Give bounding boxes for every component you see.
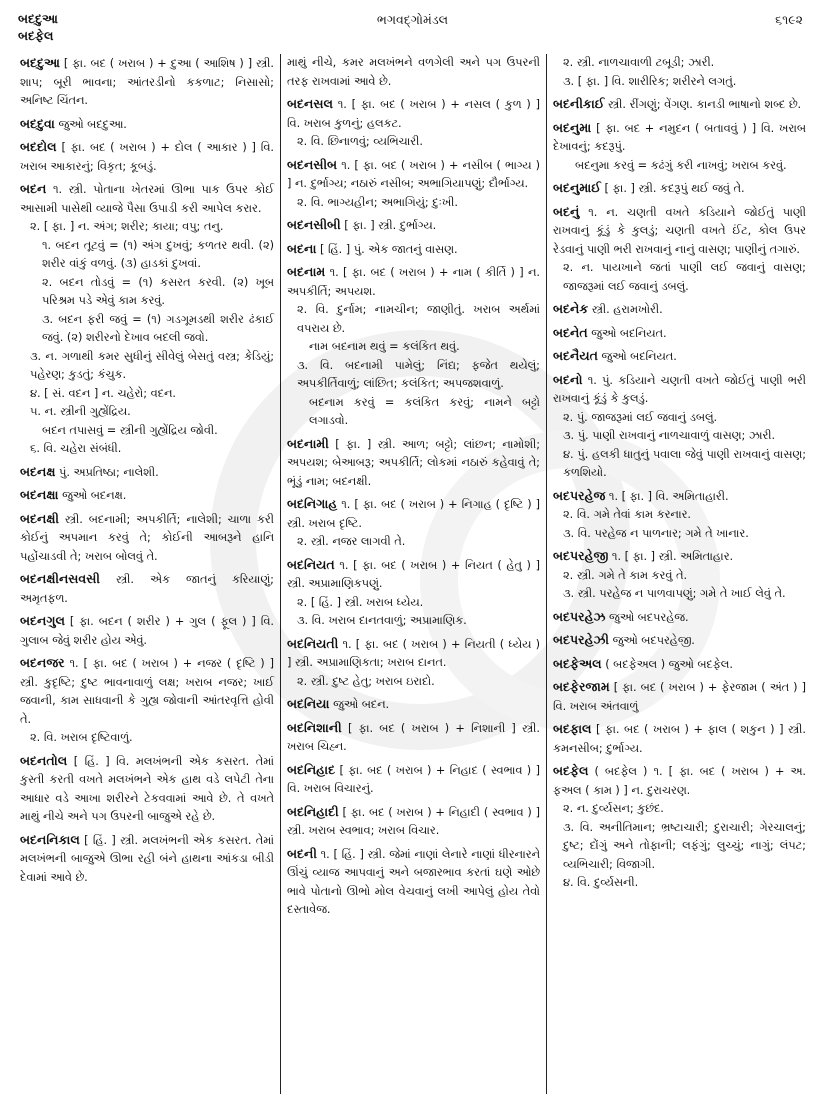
definition-text: જુઓ બદનક્ષ. [62,489,127,502]
definition-text: ૧. [ ફા. બદ ( ખરાબ ) + નિગાહ ( દૃષ્ટિ ) ] સ્ત્રી. ખરાબ દૃષ્ટિ. [287,498,540,530]
definition-text: [ ફા. બદ ( ખરાબ ) + નિહાદી ( સ્વભાવ ) ] સ્ત્રી. ખરાબ સ્વભાવ; ખરાબ વિચાર. [287,805,540,837]
headword: બદનુમાઈ [553,180,601,195]
running-title: ભગવદ્ગોમંડલ [376,12,449,27]
headword: બદનક્ષીનસવસી [20,571,100,586]
headword: બદનામ [287,264,326,279]
sense-definition: ૩. પું. પાણી રાખવાનું નાળચાવાળું વાસણ; ઝારી. [563,429,776,442]
dictionary-entry [287,635,540,692]
idiom-example: ૩. બદન ફરી જવું = (૧) ગડગૂમડથી શરીર ઢંકાઈ જવું. (૨) શરીરનો દેખાવ બદલી જવો. [42,312,274,344]
sense-definition: ૨. વિ. દુર્નામ; નામચીન; જાણીતું. ખરાબ અર્થમાં વપરાય છે. [297,303,540,335]
definition-text: સ્ત્રી. બદનામી; અપકીર્તિ; નાલેશી; ચાળા કરી કોઈનું અપમાન કરવું તે; કોઈની આબરૂને હાનિ પહોંચાડવી તે; ખરાબ બોલવું તે. [20,512,274,563]
sense-definition: ૨. [ હિં. ] સ્ત્રી. ખરાબ ધ્યેય. [297,595,424,609]
sense-definition: ૨. વિ. ખરાબ દૃષ્ટિવાળું. [30,731,133,744]
headword: બદના [287,240,317,256]
definition-text: જુઓ બદન. [333,698,390,711]
dictionary-entry [553,203,806,297]
sense-definition: ૨. વિ. ગમે તેવાં કામ કરનાર. [563,508,692,521]
dictionary-entry [20,510,274,567]
dictionary-entry [287,495,540,552]
sense-definition: ૩. ન. ગળાથી કમર સુધીનું સીવેલું બેસતું વસ્ત્ર; કેડિયું; પહેરણ; કુડતું; કંચુક. [30,349,274,381]
definition-text: ૧. સ્ત્રી. પોતાના ખેતરમાં ઊભા પાક ઉપર કોઈ આસામી પાસેથી વ્યાજે પૈસા ઉપાડી કરી આપેલ કરાર. [20,183,275,215]
definition-text: [ ફા. બદન ( શરીર ) + ગુલ ( ફૂલ ) ] વિ. ગુલાબ જેવું શરીર હોય એવું. [20,615,274,647]
definition-text: જુઓ બદનિયત. [591,326,667,340]
definition-text: [ ફા. બદ ( ખરાબ ) + નિહાદ ( સ્વભાવ ) ] વિ. ખરાબ વિચારનું. [287,763,540,795]
dictionary-entry [20,831,274,888]
sense-definition: ૨. ન. દુર્વ્યસન; કુછંદ. [563,802,664,815]
headword: બદપરહેજ [553,487,606,503]
headword: બદનજર [20,655,65,670]
dictionary-entry [553,179,806,199]
definition-text: [ ફા. ] સ્ત્રી. દુર્ભાગ્ય. [344,219,437,232]
dictionary-entry [553,762,806,893]
column-right [546,54,812,1094]
sense-definition: ૪. [ સં. વદન ] ન. ચહેરો; વદન. [30,386,176,400]
definition-text: [ ફા. બદ ( ખરાબ ) + ફાલ ( શકુન ) ] સ્ત્રી. કમનસીબ; દુર્ભાગ્ય. [553,723,806,755]
dictionary-entry [553,119,806,176]
sense-definition: ૨. [ ફા. ] ન. અંગ; શરીર; કાયા; વપુ; તનુ. [30,220,224,233]
definition-text: સ્ત્રી. હરામખોરી. [591,303,663,316]
definition-text: [ હિં. ] પું. એક જાતનું વાસણ. [320,242,458,256]
guide-word-last: બદફેલ [18,28,54,43]
idiom-example: ૨. બદન તોડવું = (૧) કસરત કરવી. (૨) ખૂબ પરિશ્રમ પડે એવું કામ કરવું. [42,275,274,307]
headword: બદફેઅલ [553,655,602,671]
dictionary-entry [20,486,274,506]
sense-definition: ૪. વિ. દુર્વ્યસની. [563,876,639,889]
headword: બદનક્ષ [20,463,56,479]
sense-definition: ૨. વિ. ભાગ્યહીન; અભાગિયું; દુઃખી. [297,195,458,209]
dictionary-entry [553,300,806,320]
sense-definition: ૩. વિ. ખરાબ દાનતવાળું; અપ્રામાણિક. [297,614,467,627]
sense-definition: ૩. વિ. બદનામી પામેલું; નિંદ્ય; ફજેત થયેલું; અપકીર્તિવાળું; લાંછિત; કલંકિત; અપજશવાળું. [297,358,540,390]
definition-text: ૧. [ ફા. બદ ( ખરાબ ) + નસીબ ( ભાગ્ય ) ] ન. દુર્ભાગ્ય; નઠારું નસીબ; અભાગિયાપણું; દૌર્ભાગ્ય. [287,158,541,190]
idiom-example: નામ બદનામ થવું = કલંકિત થવું. [309,340,460,353]
dictionary-entry [287,156,540,213]
headword: બદનો [553,371,583,387]
headword: બદનિયતી [287,635,339,651]
definition-text: સ્ત્રી. એક જાતનું કરિયાણું; અમૃતફળ. [20,573,274,605]
definition-text: જુઓ બદપરહેજી. [612,634,695,647]
dictionary-entry [553,655,806,675]
headword: બદનેક [553,301,589,316]
sense-definition: ૨. સ્ત્રી. નાળચાવાળી ટબૂડી; ઝારી. [563,56,715,69]
guide-word-first: બદદુઆ [18,11,58,26]
headword: બદનસીબી [287,217,341,232]
headword: બદનસીબ [287,156,338,172]
definition-text: ૧. [ ફા. બદ ( ખરાબ ) + નિયત ( હેતુ ) ] સ્ત્રી. અપ્રામાણિકપણું. [287,558,541,590]
dictionary-entry [287,803,540,841]
headword: બદનતોલ [20,752,68,768]
page-number: ૬૧૯૨ [775,12,803,27]
idiom-example: બદનામ કરવું = કલંકિત કરવું; નામને બટ્ટો લગાડવો. [309,395,540,427]
dictionary-entry [553,678,806,716]
headword: બદનેત [553,324,588,340]
idiom-example: બદન તપાસવું = સ્ત્રીની ગુહ્યેંદ્રિય જોવી. [42,423,218,437]
dictionary-entry [287,761,540,799]
dictionary-entry [553,347,806,367]
definition-text: ૧. [ ફા. બદ ( ખરાબ ) + નિયતી ( ધ્યેય ) ] સ્ત્રી. અપ્રામાણિકતા; ખરાબ દાનત. [287,637,540,669]
dictionary-entry [553,487,806,544]
sense-definition: ૩. સ્ત્રી. પરહેજ ન પાળવાપણું; ગમે તે ખાઈ લેવું તે. [563,587,786,600]
definition-text: ૧. [ ફા. બદ ( ખરાબ ) + નામ ( કીર્તિ ) ] ન. અપકીર્તિ; અપયશ. [287,266,540,298]
dictionary-entry [20,570,274,608]
definition-text: [ ફા. બદ ( ખરાબ ) + નિશાની ] સ્ત્રી. ખરાબ ચિહ્ન. [287,721,540,753]
headword: બદન [20,181,47,196]
dictionary-entry [287,845,540,920]
definition-text: જુઓ બદદુઆ. [58,117,127,131]
idiom-example: ૧. બદન તૂટવું = (૧) અંગ દુખવું; કળતર થવી. (૨) શરીર વાંકું વળવું. (૩) હાડકાં દુખવાં. [42,238,274,270]
dictionary-columns [14,54,814,1094]
dictionary-entry [287,54,540,91]
headword: બદનિહાદી [287,803,339,819]
headword: બદનિહાદ [287,761,336,777]
definition-text: [ હિં. ] વિ. મલખંભની એક કસરત. તેમાં કુસ્તી કરતી વખતે મલખંભને એક હાથ વડે લપેટી તેના આધાર વડે આખા શરીરને ટેકવવામાં આવે છે. તે વખતે માથું નીચે અને પગ ઉપરની બાજુએ રહે છે. [20,754,274,823]
headword: બદનીકાઈ [553,96,605,111]
headword: બદપરહેજી [553,548,609,563]
dictionary-entry [20,180,274,459]
headword: બદનિગાહ [287,496,338,511]
definition-text: માથું નીચે, કમર મલખંભને વળગેલી અને પગ ઉપરની તરફ રાખવામાં આવે છે. [287,56,540,88]
dictionary-entry [287,695,540,715]
dictionary-entry [287,216,540,236]
dictionary-entry [287,263,540,431]
idiom-example: બદનુમા કરવું = કઢંગું કરી નાખવું; ખરાબ કરવું. [575,158,787,172]
headword: બદનક્ષા [20,487,59,502]
dictionary-entry [287,556,540,631]
headword: બદપરહેઝ [553,608,606,624]
column-left [14,54,280,1094]
headword: બદનામી [287,435,329,451]
headword: બદફેલ [553,763,589,778]
definition-text: ૧. [ હિં. ] સ્ત્રી. જેમાં નાણાં લેનારે નાણાં ધીરનારને ઊંચું વ્યાજ આપવાનું અને બજારભાવ કરતાં ઘણે ઓછે ભાવે પોતાનો ઊભો મોલ વેચવાનું લખી આપેલું હોય તેવો દસ્તાવેજ. [287,847,541,916]
sense-definition: ૨. સ્ત્રી. ગમે તે કામ કરવું તે. [563,568,688,582]
definition-text: [ ફા. બદ ( ખરાબ ) + દોલ ( આકાર ) ] વિ. ખરાબ આકારનું; વિકૃત; કૂબડું. [20,141,274,173]
dictionary-entry [20,138,274,176]
sense-definition: ૨. સ્ત્રી. નજર લાગવી તે. [297,535,406,548]
headword: બદનિયા [287,696,330,711]
headword: બદદુવા [20,115,55,131]
dictionary-entry [20,654,274,748]
definition-text: પું. અપ્રતિષ્ઠા; નાલેશી. [59,465,159,479]
column-middle [280,54,546,1094]
headword: બદનસલ [287,96,333,111]
dictionary-entry [553,547,806,604]
headword: બદનિયત [287,556,335,572]
headword: બદનક્ષી [20,510,59,526]
definition-text: ૧. [ ફા. બદ ( ખરાબ ) + નજર ( દૃષ્ટિ ) ] સ્ત્રી. કુદૃષ્ટિ; દુષ્ટ ભાવનાવાળું લક્ષ; ખરાબ નજર; ખાઈ જવાની, કામ સાધવાની કે ગુહ્ય જોવાની આંતરવૃત્તિ હોવી તે. [20,657,274,726]
sense-definition: ૨. સ્ત્રી. દુષ્ટ હેતુ; ખરાબ ઇરાદો. [297,674,435,688]
headword: બદદુઆ [20,55,60,70]
headword: બદફાલ [553,721,592,736]
dictionary-entry [20,115,274,135]
dictionary-entry [20,463,274,483]
dictionary-entry [20,612,274,650]
definition-text: [ ફા. ] સ્ત્રી. આળ; બટ્ટો; લાંછન; નામોશી; અપયશ; બેઆબરૂ; અપકીર્તિ; લોકમાં નઠારું કહેવાવું તે; ભૂંડું નામ; બદનક્ષી. [287,437,540,488]
dictionary-entry [553,720,806,758]
definition-text: જુઓ બદનિયત. [601,350,677,363]
definition-text: ૧. [ ફા. બદ ( ખરાબ ) + નસલ ( કુળ ) ] વિ. ખરાબ કુળનું; હલકટ. [287,98,540,130]
dictionary-entry [553,95,806,115]
sense-definition: ૫. ન. સ્ત્રીની ગુહ્યેંદ્રિય. [30,405,131,418]
headword: બદનનિકાલ [20,831,80,847]
sense-definition: ૬. વિ. ચહેરા સંબંધી. [30,442,122,455]
definition-text: ( બદફેઅલ ) જુઓ બદફેલ. [605,657,733,671]
headword: બદનિશાની [287,719,342,735]
dictionary-entry [553,608,806,628]
dictionary-entry [20,54,274,111]
headword: બદદોલ [20,139,57,154]
definition-text: ( બદફેલ ) ૧. [ ફા. બદ ( ખરાબ ) + અ. ફઅલ ( કામ ) ] ન. દુરાચરણ. [553,765,806,797]
page-header [0,8,825,48]
definition-text: [ ફા. ] સ્ત્રી. કદરૂપું થઈ જવું તે. [604,182,745,195]
dictionary-entry [553,631,806,651]
dictionary-entry [553,54,806,91]
headword: બદની [287,845,317,861]
definition-text: [ ફા. બદ + નમુદન ( બતાવવું ) ] વિ. ખરાબ દેખાવનું; કદરૂપું. [553,121,806,153]
dictionary-entry [553,324,806,344]
definition-text: [ ફા. બદ ( ખરાબ ) + ફેરજામ ( અંત ) ] વિ. ખરાબ અંતવાળું [553,681,806,713]
definition-text: ૧. ન. ચણતી વખતે કડિયાને જોઈતું પાણી રાખવાનું કૂંડું કે કુલડું; ચણતી વખતે ઈંટ, કોલ ઉપર રેડવાનું પાણી ભરી રાખવાનું નાનું વાસણ; પાણીનું તગારું. [553,205,806,256]
dictionary-entry [287,95,540,152]
definition-text: ૧. [ ફા. ] વિ. અમિતાહારી. [608,489,729,503]
definition-text: ૧. પું. કડિયાને ચણતી વખતે જોઈતું પાણી ભરી રાખવાનું કૂંડું કે કુલડું. [553,373,806,405]
headword: બદનૈયત [553,348,598,363]
sense-definition: ૨. વિ. છિનાળવું; વ્યભિચારી. [297,135,423,148]
sense-definition: ૩. [ ફા. ] વિ. શારીરિક; શરીરને લગતું. [563,74,737,88]
dictionary-entry [553,371,806,483]
sense-definition: ૩. વિ. પરહેજ ન પાળનાર; ગમે તે ખાનાર. [563,526,749,540]
definition-text: જુઓ બદપરહેજ. [609,610,689,624]
sense-definition: ૪. પું. હલકી ધાતુનું પવાલા જેવું પાણી રાખવાનું વાસણ; કળશિયો. [563,447,806,479]
headword: બદફેરજામ [553,679,610,694]
definition-text: [ ફા. બદ ( ખરાબ ) + દુઆ ( આશિષ ) ] સ્ત્રી. શાપ; બૂરી ભાવના; આંતરડીનો કકળાટ; નિસાસો; અનિષ્ટ ચિંતન. [20,57,274,107]
headword: બદનગુલ [20,613,65,628]
headword: બદપરહેઝી [553,632,609,647]
dictionary-entry [20,752,274,827]
sense-definition: ૨. પું. જાજરૂમાં લઈ જવાનું ડબલું. [563,410,718,424]
sense-definition: ૨. ન. પાયખાને જતાં પાણી લઈ જવાનું વાસણ; જાજરૂમાં લઈ જવાનું ડબલું. [563,261,806,293]
dictionary-entry [287,435,540,492]
sense-definition: ૩. વિ. અનીતિમાન; ભ્રષ્ટાચારી; દુરાચારી; ગેરચાલનું; દુષ્ટ; દોંગું અને તોફાની; લફંગું; લુચ્ચું; નાગું; લંપટ; વ્યભિચારી; વિજાગી. [563,820,806,871]
dictionary-entry [287,240,540,260]
definition-text: ૧. [ ફા. ] સ્ત્રી. અમિતાહાર. [611,550,734,563]
dictionary-entry [287,719,540,757]
headword: બદનું [553,203,580,219]
headword: બદનુમા [553,119,592,135]
definition-text: [ હિં. ] સ્ત્રી. મલખંભની એક કસરત. તેમાં મલખંભની બાજુએ ઊભા રહી બંને હાથના આંકડા બીડી દેવામાં આવે છે. [20,833,274,884]
definition-text: સ્ત્રી. રીંગણું; વેંગણ. કાનડી ભાષાનો શબ્દ છે. [608,98,802,111]
